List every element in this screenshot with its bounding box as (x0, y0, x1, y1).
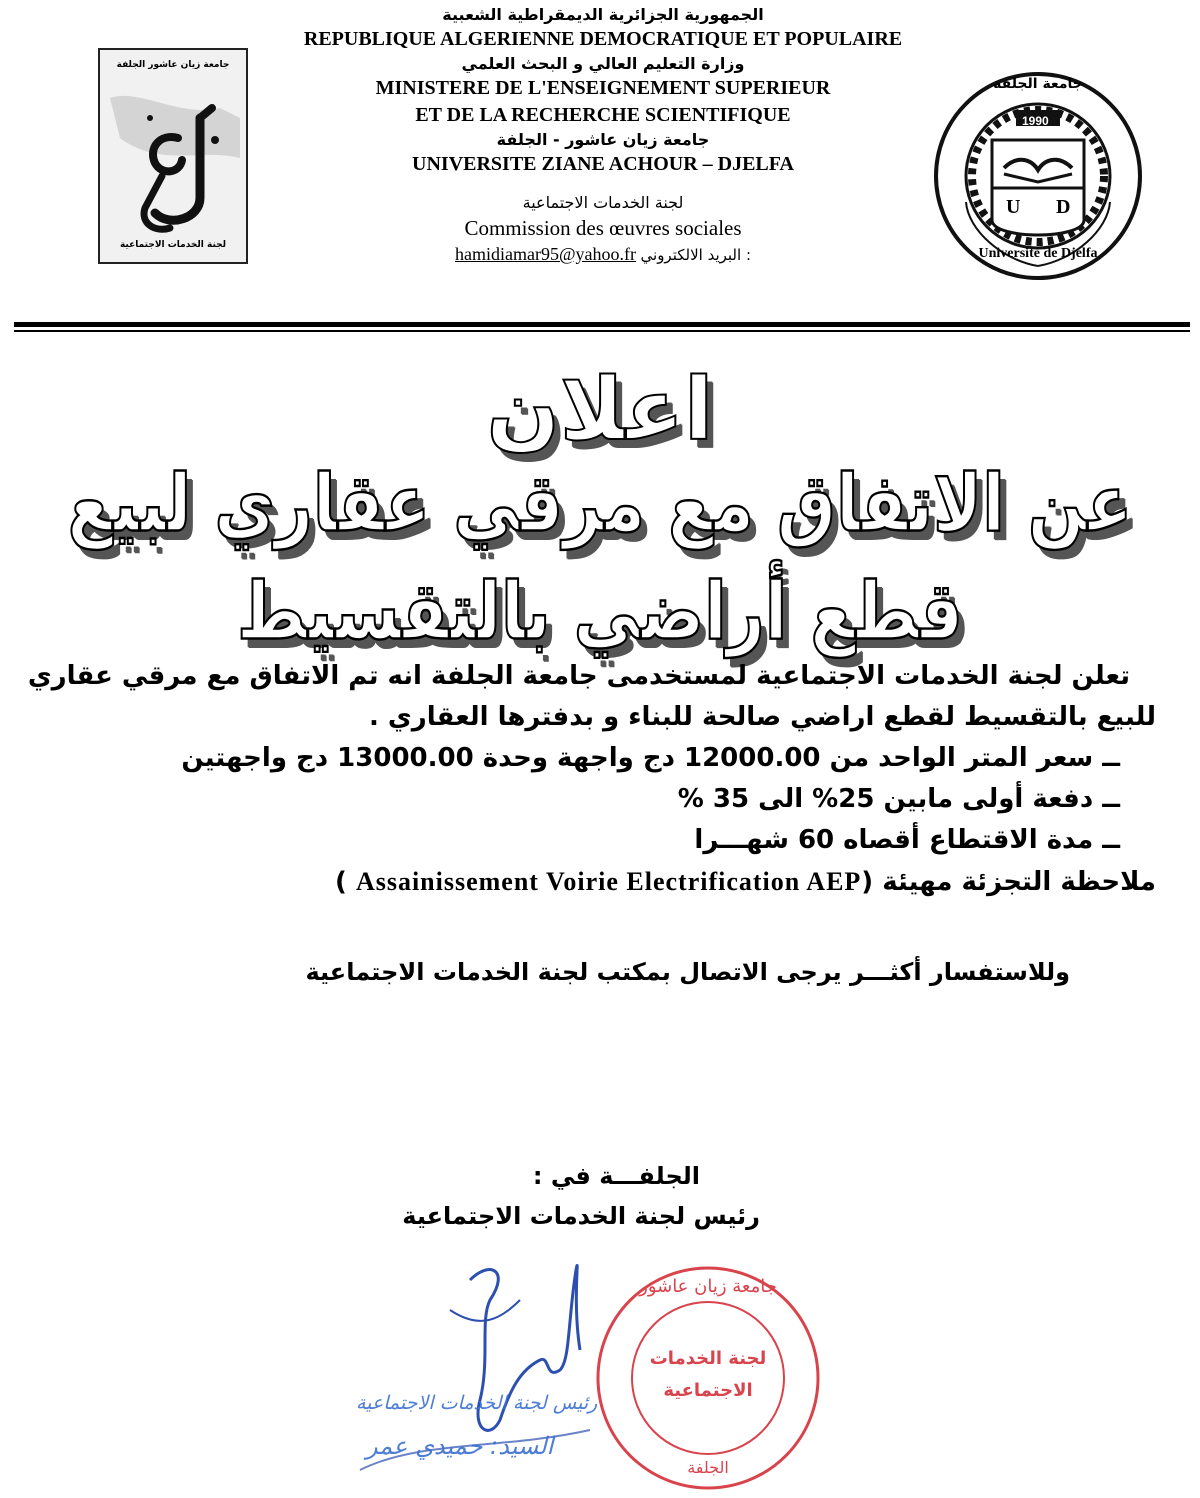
item-installment-term: ــ مدة الاقتطاع أقصاه 60 شهـــرا (694, 825, 1120, 855)
ministry-french-line1: MINISTERE DE L'ENSEIGNEMENT SUPERIEUR (375, 77, 831, 99)
seal-top-text: جامعة الجلفة (993, 76, 1083, 92)
handwritten-name: السيد: حميدي عمر (366, 1432, 554, 1460)
signatory-title: رئيس لجنة الخدمات الاجتماعية (402, 1202, 760, 1230)
logo-bottom-caption: لجنة الخدمات الاجتماعية (119, 240, 227, 250)
stamp-center-line2: الاجتماعية (663, 1380, 753, 1401)
stamp-center-line1: لجنة الخدمات (649, 1348, 767, 1369)
item-down-payment: ــ دفعة أولى مابين 25% الى 35 % (677, 784, 1120, 814)
contact-line: وللاستفسار أكثـــر يرجى الاتصال بمكتب لجنة الخدمات الاجتماعية (305, 958, 1070, 986)
handwritten-title: رئيس لجنة الخدمات الاجتماعية (356, 1392, 598, 1414)
university-seal (932, 70, 1144, 282)
place-date: الجلفـــة في : (532, 1162, 700, 1190)
note-line (46, 861, 1156, 903)
note-close-paren: ) (334, 867, 347, 897)
university-french: UNIVERSITE ZIANE ACHOUR – DJELFA (412, 153, 794, 175)
signature-block (402, 1156, 760, 1236)
seal-bottom-text: Université de Djelfa (978, 246, 1098, 261)
item-price: ــ سعر المتر الواحد من 12000.00 دج واجهة وحدة 13000.00 دج واجهتين (181, 743, 1120, 773)
logo-top-caption: جامعة زيان عاشور الجلفة (116, 60, 230, 70)
commission-french: Commission des œuvres sociales (464, 216, 742, 240)
header-divider-thick (14, 322, 1190, 327)
republic-arabic: الجمهورية الجزائرية الديمقراطية الشعبية (442, 5, 764, 24)
intro-line-1: تعلن لجنة الخدمات الاجتماعية لمستخدمى جامعة الجلفة انه تم الاتفاق مع مرقي عقاري (27, 661, 1130, 691)
stamp-ring-text: جامعة زيان عاشور (639, 1276, 777, 1297)
commission-calligraphy-logo-icon (100, 78, 246, 248)
letterhead (250, 4, 956, 267)
stamp-bottom-text: الجلفة (687, 1458, 729, 1477)
announcement-subtitle: عن الاتفاق مع مرقي عقاري لبيع قطع أراضي بالتقسيط (67, 457, 1133, 658)
ministry-arabic: وزارة التعليم العالي و البحث العلمي (461, 54, 745, 73)
announcement-title: اعلان (486, 360, 714, 460)
email-label: البريد الالكتروني : (640, 246, 752, 264)
ministry-french-line2: ET DE LA RECHERCHE SCIENTIFIQUE (415, 104, 791, 126)
seal-letter-d: D (1056, 196, 1071, 218)
republic-french: REPUBLIQUE ALGERIENNE DEMOCRATIQUE ET POPULAIRE (303, 28, 903, 50)
seal-year: 1990 (1022, 114, 1049, 128)
email-link[interactable]: hamidiamar95@yahoo.fr (454, 244, 637, 264)
commission-stamp (592, 1262, 824, 1494)
header-divider-thin (14, 330, 1190, 332)
university-arabic: جامعة زيان عاشور - الجلفة (496, 130, 710, 149)
note-arabic: ملاحظة التجزئة مهيئة ( (861, 867, 1156, 897)
commission-logo (98, 48, 248, 264)
note-french: Assainissement Voirie Electrification AEP (355, 867, 862, 896)
announcement-body (27, 656, 1156, 903)
email-line (250, 242, 956, 267)
commission-arabic: لجنة الخدمات الاجتماعية (522, 193, 684, 212)
seal-letter-u: U (1006, 196, 1021, 218)
intro-line-2: للبيع بالتقسيط لقطع اراضي صالحة للبناء و بدفترها العقاري . (369, 702, 1156, 732)
